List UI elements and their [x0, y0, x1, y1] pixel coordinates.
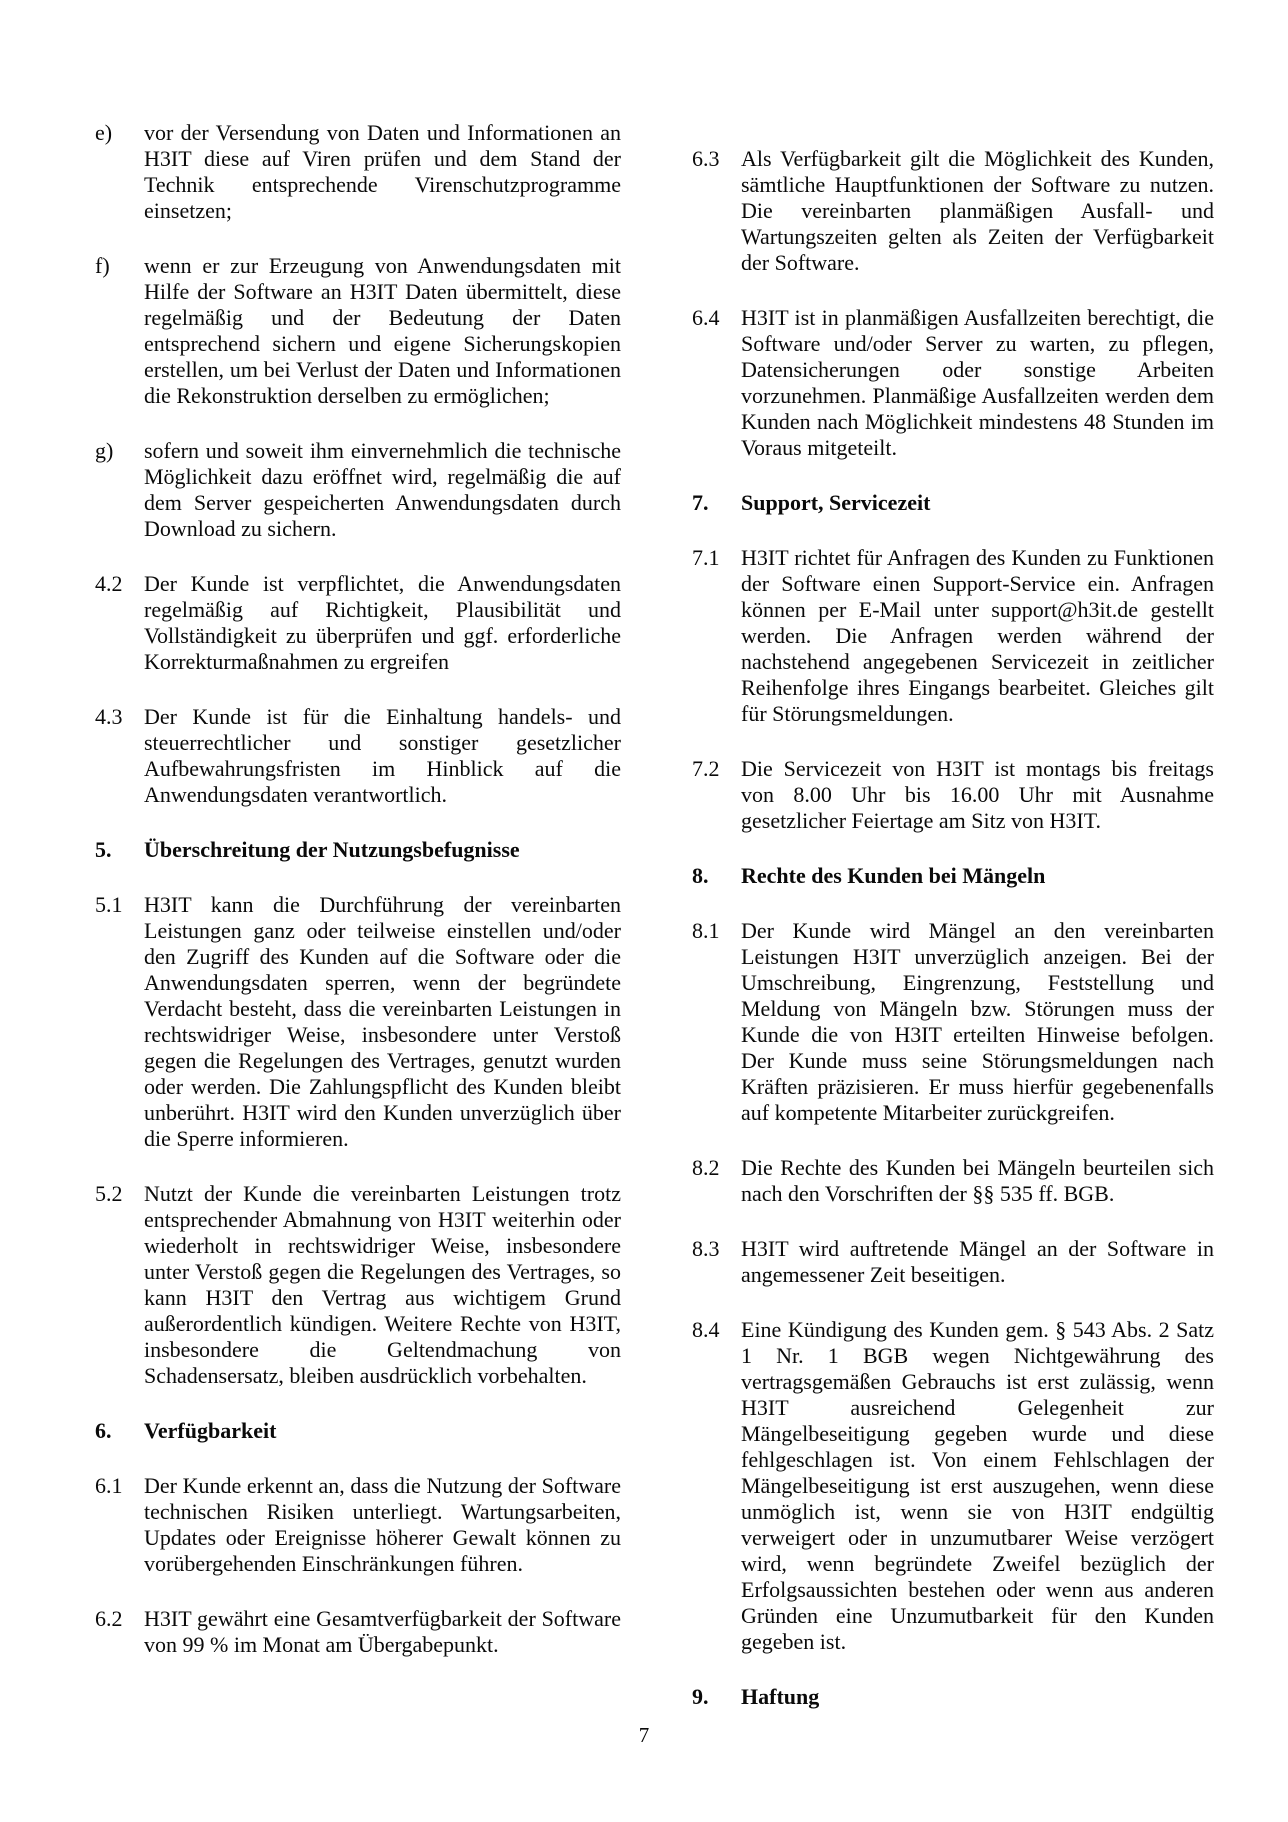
section-number: 5.: [95, 837, 112, 862]
section-title: Überschreitung der Nutzungsbefugnisse: [144, 837, 520, 862]
section-heading-6: [95, 1418, 621, 1444]
section-title: Support, Servicezeit: [741, 490, 931, 515]
clause-number: g): [95, 438, 114, 463]
clause-7.1: [692, 545, 1214, 727]
clause-8.4: [692, 1317, 1214, 1655]
clause-text: Nutzt der Kunde die vereinbarten Leistungen trotz entsprechender Abmahnung von H3IT weiterhin oder wiederholt in rechtswidriger Weise, insbesondere unter Verstoß gegen die Regelungen des Vertrages, so kann H3IT den Vertrag aus wichtigem Grund außerordentlich kündigen. Weitere Rechte von H3IT, insbesondere die Geltendmachung von Schadensersatz, bleiben ausdrücklich vorbehalten.: [144, 1181, 621, 1388]
right-column: [692, 146, 1214, 1739]
clause-text: Als Verfügbarkeit gilt die Möglichkeit des Kunden, sämtliche Hauptfunktionen der Software zu nutzen. Die vereinbarten planmäßigen Ausfall- und Wartungszeiten gelten als Zeiten der Verfügbarkeit der Software.: [741, 146, 1214, 275]
clause-e: [95, 120, 621, 224]
clause-number: 8.2: [692, 1155, 720, 1180]
clause-number: 6.2: [95, 1606, 123, 1631]
clause-6.2: [95, 1606, 621, 1658]
clause-g: [95, 438, 621, 542]
clause-number: 8.1: [692, 918, 720, 943]
section-heading-5: [95, 837, 621, 863]
section-title: Verfügbarkeit: [144, 1418, 277, 1443]
section-title: Rechte des Kunden bei Mängeln: [741, 863, 1046, 888]
clause-number: 6.4: [692, 305, 720, 330]
clause-number: 5.2: [95, 1181, 123, 1206]
clause-number: f): [95, 253, 110, 278]
clause-text: vor der Versendung von Daten und Informationen an H3IT diese auf Viren prüfen und dem Stand der Technik entsprechende Virenschutzprogramme einsetzen;: [144, 120, 621, 223]
clause-5.2: [95, 1181, 621, 1389]
clause-8.1: [692, 918, 1214, 1126]
section-number: 9.: [692, 1684, 709, 1709]
clause-text: Die Rechte des Kunden bei Mängeln beurteilen sich nach den Vorschriften der §§ 535 ff. BGB.: [741, 1155, 1214, 1206]
clause-number: 4.3: [95, 704, 123, 729]
clause-text: Der Kunde wird Mängel an den vereinbarten Leistungen H3IT unverzüglich anzeigen. Bei der Umschreibung, Eingrenzung, Feststellung und Meldung von Mängeln bzw. Störungen muss der Kunde die von H3IT erteilten Hinweise befolgen. Der Kunde muss seine Störungsmeldungen nach Kräften präzisieren. Er muss hierfür gegebenenfalls auf kompetente Mitarbeiter zurückgreifen.: [741, 918, 1214, 1125]
clause-5.1: [95, 892, 621, 1152]
clause-6.3: [692, 146, 1214, 276]
clause-6.4: [692, 305, 1214, 461]
clause-f: [95, 253, 621, 409]
clause-text: H3IT wird auftretende Mängel an der Software in angemessener Zeit beseitigen.: [741, 1236, 1214, 1287]
clause-8.2: [692, 1155, 1214, 1207]
left-column: [95, 120, 621, 1687]
clause-number: e): [95, 120, 113, 145]
clause-number: 5.1: [95, 892, 123, 917]
clause-number: 7.1: [692, 545, 720, 570]
section-heading-7: [692, 490, 1214, 516]
clause-text: sofern und soweit ihm einvernehmlich die technische Möglichkeit dazu eröffnet wird, regelmäßig die auf dem Server gespeicherten Anwendungsdaten durch Download zu sichern.: [144, 438, 621, 541]
clause-text: Der Kunde ist verpflichtet, die Anwendungsdaten regelmäßig auf Richtigkeit, Plausibilität und Vollständigkeit zu überprüfen und ggf. erforderliche Korrekturmaßnahmen zu ergreifen: [144, 571, 621, 674]
clause-text: Der Kunde erkennt an, dass die Nutzung der Software technischen Risiken unterliegt. Wartungsarbeiten, Updates oder Ereignisse höherer Gewalt können zu vorübergehenden Einschränkungen führen.: [144, 1473, 621, 1576]
section-number: 7.: [692, 490, 709, 515]
clause-number: 6.1: [95, 1473, 123, 1498]
page-number: 7: [638, 1723, 650, 1747]
clause-text: H3IT kann die Durchführung der vereinbarten Leistungen ganz oder teilweise einstellen und/oder den Zugriff des Kunden auf die Software oder die Anwendungsdaten sperren, wenn der begründete Verdacht besteht, dass die vereinbarten Leistungen in rechtswidriger Weise, insbesondere unter Verstoß gegen die Regelungen des Vertrages, genutzt wurden oder werden. Die Zahlungspflicht des Kunden bleibt unberührt. H3IT wird den Kunden unverzüglich über die Sperre informieren.: [144, 892, 621, 1151]
clause-text: H3IT gewährt eine Gesamtverfügbarkeit der Software von 99 % im Monat am Übergabepunkt.: [144, 1606, 621, 1657]
section-heading-9: [692, 1684, 1214, 1710]
clause-text: H3IT richtet für Anfragen des Kunden zu Funktionen der Software einen Support-Service ein. Anfragen können per E-Mail unter support@h3it.de gestellt werden. Die Anfragen werden während der nachstehend angegebenen Servicezeit in zeitlicher Reihenfolge ihres Eingangs bearbeitet. Gleiches gilt für Störungsmeldungen.: [741, 545, 1214, 726]
clause-text: Die Servicezeit von H3IT ist montags bis freitags von 8.00 Uhr bis 16.00 Uhr mit Ausnahme gesetzlicher Feiertage am Sitz von H3IT.: [741, 756, 1214, 833]
clause-text: H3IT ist in planmäßigen Ausfallzeiten berechtigt, die Software und/oder Server zu warten, zu pflegen, Datensicherungen oder sonstige Arbeiten vorzunehmen. Planmäßige Ausfallzeiten werden dem Kunden nach Möglichkeit mindestens 48 Stunden im Voraus mitgeteilt.: [741, 305, 1214, 460]
clause-text: Eine Kündigung des Kunden gem. § 543 Abs. 2 Satz 1 Nr. 1 BGB wegen Nichtgewährung des vertragsgemäßen Gebrauchs ist erst zulässig, wenn H3IT ausreichend Gelegenheit zur Mängelbeseitigung gegeben wurde und diese fehlgeschlagen ist. Von einem Fehlschlagen der Mängelbeseitigung ist erst auszugehen, wenn diese unmöglich ist, wenn sie von H3IT endgültig verweigert oder in unzumutbarer Weise verzögert wird, wenn begründete Zweifel bezüglich der Erfolgsaussichten bestehen oder wenn aus anderen Gründen eine Unzumutbarkeit für den Kunden gegeben ist.: [741, 1317, 1214, 1654]
clause-number: 7.2: [692, 756, 720, 781]
clause-number: 4.2: [95, 571, 123, 596]
clause-6.1: [95, 1473, 621, 1577]
clause-text: Der Kunde ist für die Einhaltung handels- und steuerrechtlicher und sonstiger gesetzlicher Aufbewahrungsfristen im Hinblick auf die Anwendungsdaten verantwortlich.: [144, 704, 621, 807]
clause-4.3: [95, 704, 621, 808]
clause-number: 8.4: [692, 1317, 720, 1342]
clause-7.2: [692, 756, 1214, 834]
section-number: 6.: [95, 1418, 112, 1443]
clause-number: 8.3: [692, 1236, 720, 1261]
clause-number: 6.3: [692, 146, 720, 171]
section-title: Haftung: [741, 1684, 820, 1709]
section-number: 8.: [692, 863, 709, 888]
clause-8.3: [692, 1236, 1214, 1288]
clause-4.2: [95, 571, 621, 675]
section-heading-8: [692, 863, 1214, 889]
clause-text: wenn er zur Erzeugung von Anwendungsdaten mit Hilfe der Software an H3IT Daten übermittelt, diese regelmäßig und der Bedeutung der Daten entsprechend sichern und eigene Sicherungskopien erstellen, um bei Verlust der Daten und Informationen die Rekonstruktion derselben zu ermöglichen;: [144, 253, 621, 408]
